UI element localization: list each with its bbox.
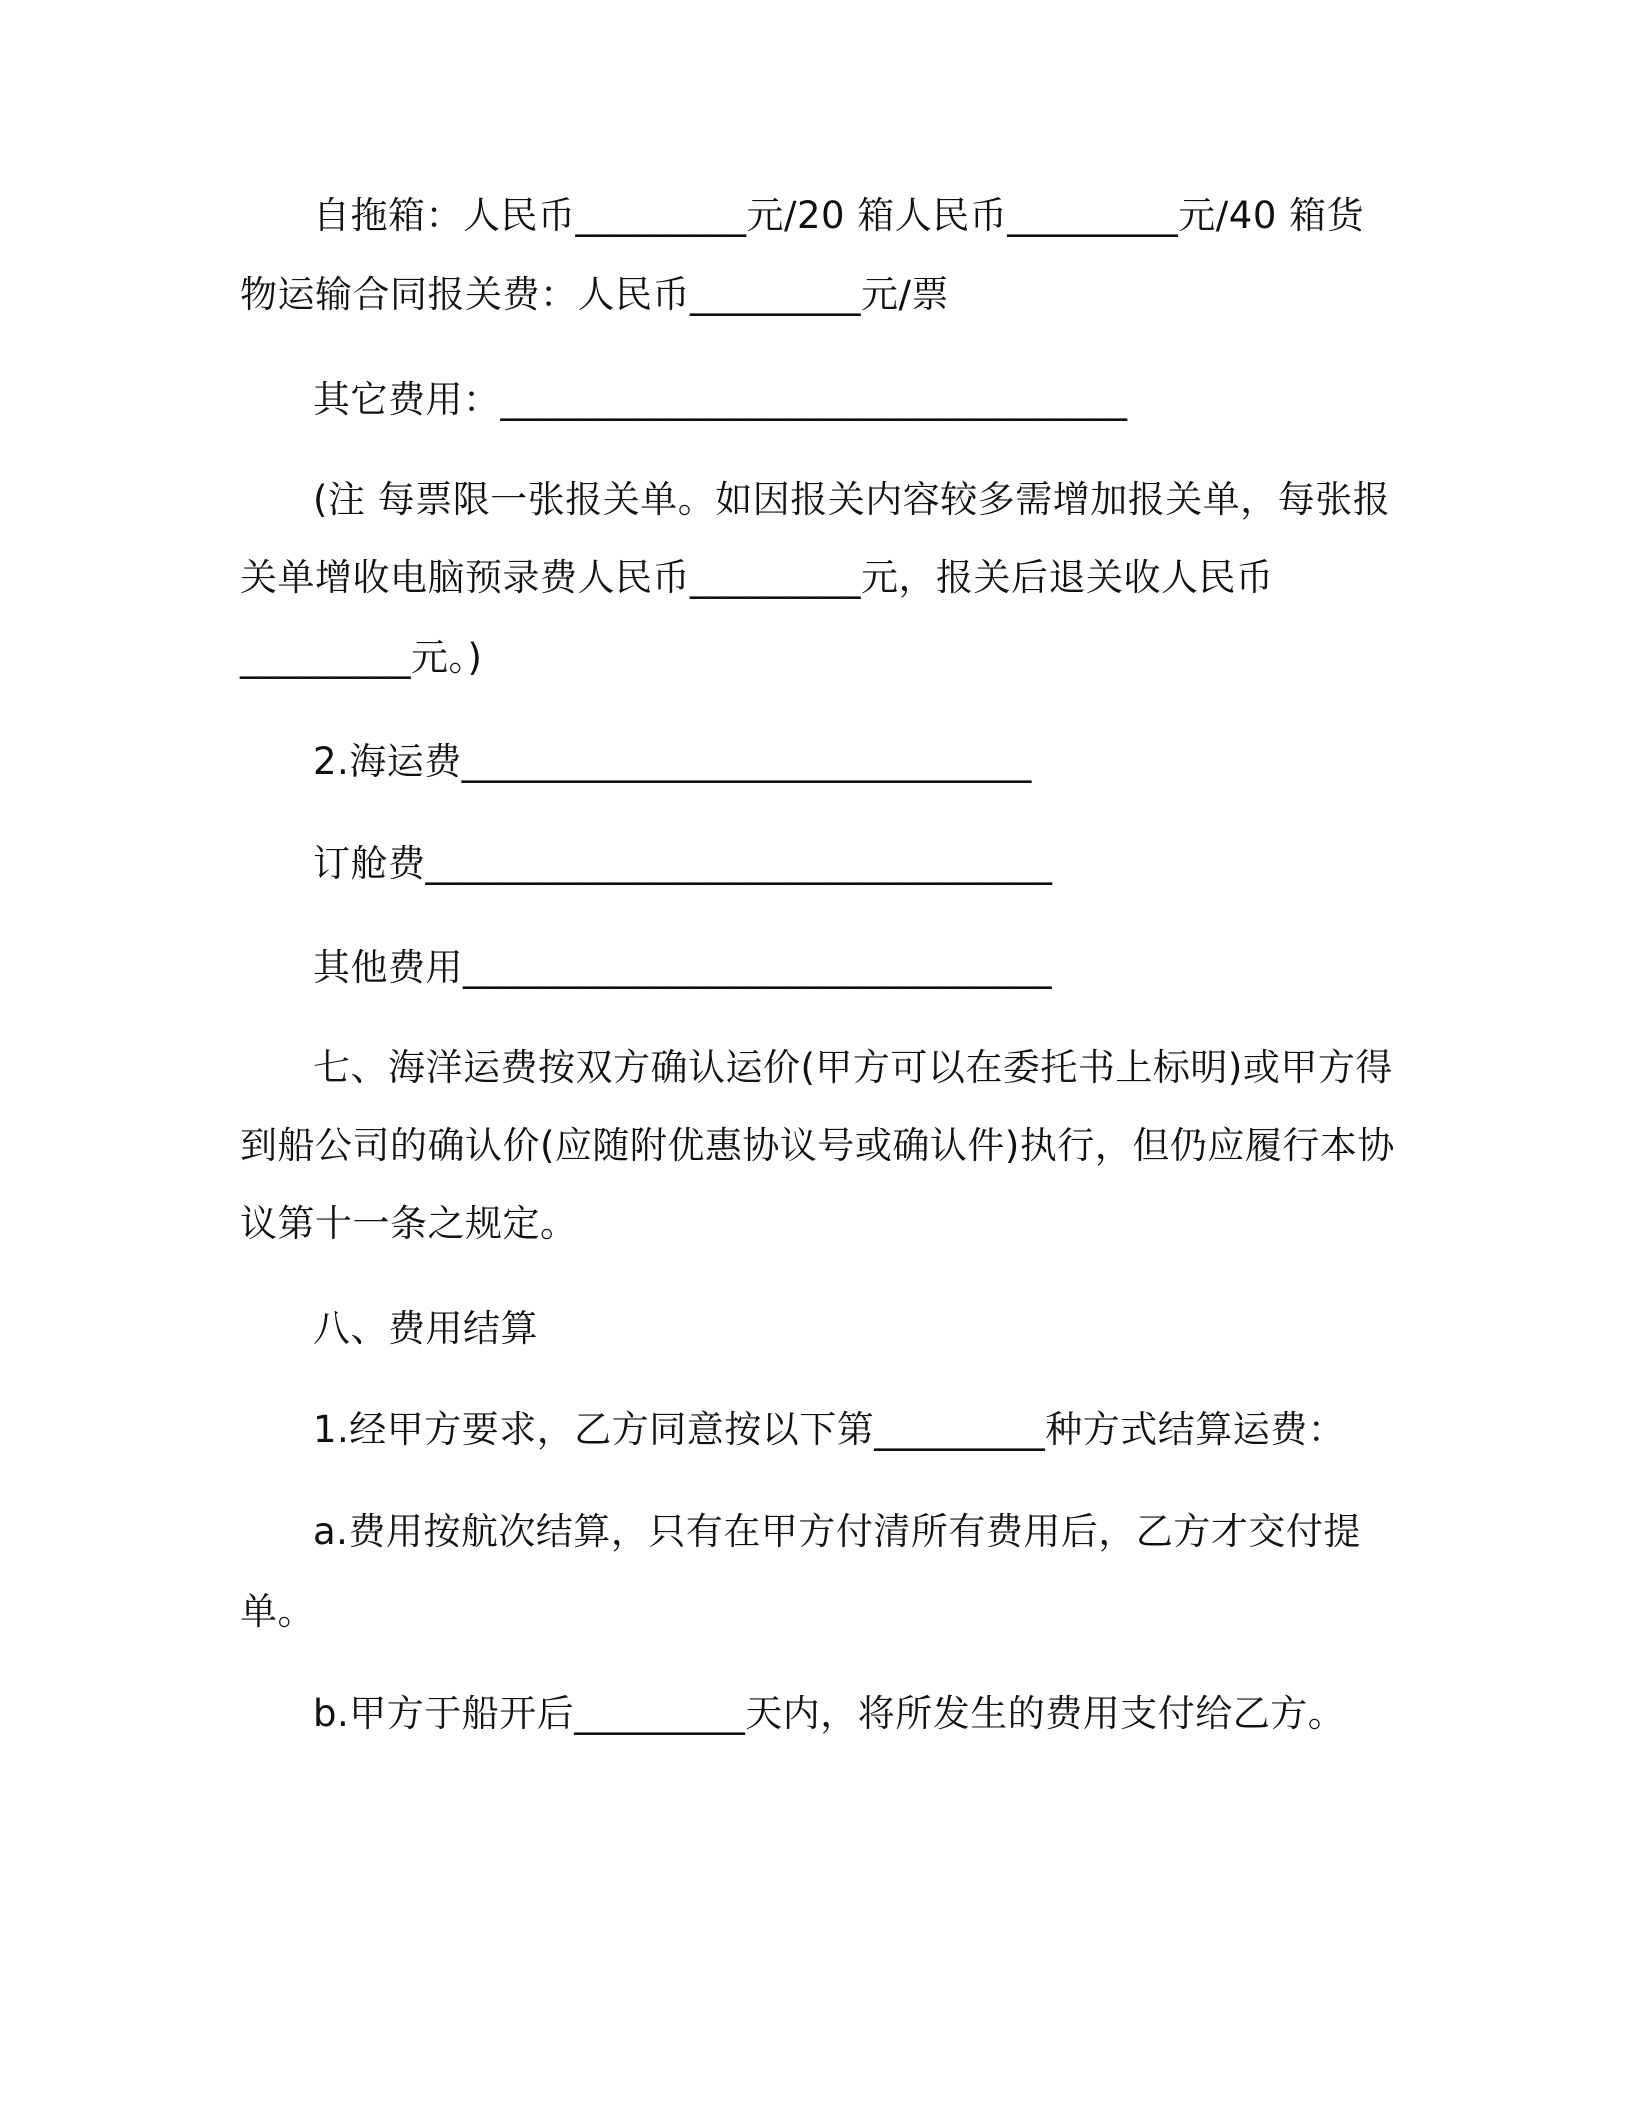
text-line: 1.经甲方要求，乙方同意按以下第_________种方式结算运费： (313, 1408, 1346, 1451)
text-line: 议第十一条之规定。 (240, 1202, 578, 1245)
text-line: _________元。) (240, 636, 483, 679)
text-line: 订舱费_________________________________ (313, 842, 1053, 885)
text-line: 单。 (240, 1590, 315, 1633)
section-heading: 八、费用结算 (313, 1307, 538, 1350)
text-line: 2.海运费______________________________ (313, 740, 1032, 783)
text-line: (注 每票限一张报关单。如因报关内容较多需增加报关单，每张报 (313, 478, 1391, 521)
text-line: 其它费用：_________________________________ (313, 378, 1128, 421)
text-line: 自拖箱：人民币_________元/20 箱人民币_________元/40 箱货 (313, 194, 1365, 237)
text-line: 七、海洋运费按双方确认运价(甲方可以在委托书上标明)或甲方得 (313, 1046, 1393, 1089)
text-line: b.甲方于船开后_________天内，将所发生的费用支付给乙方。 (313, 1692, 1346, 1735)
text-line: 到船公司的确认价(应随附优惠协议号或确认件)执行，但仍应履行本协 (240, 1124, 1395, 1167)
text-line: 物运输合同报关费：人民币_________元/票 (240, 273, 949, 316)
text-line: a.费用按航次结算，只有在甲方付清所有费用后，乙方才交付提 (313, 1510, 1361, 1553)
text-line: 其他费用_______________________________ (313, 946, 1052, 989)
text-line: 关单增收电脑预录费人民币_________元，报关后退关收人民币 (240, 556, 1274, 599)
